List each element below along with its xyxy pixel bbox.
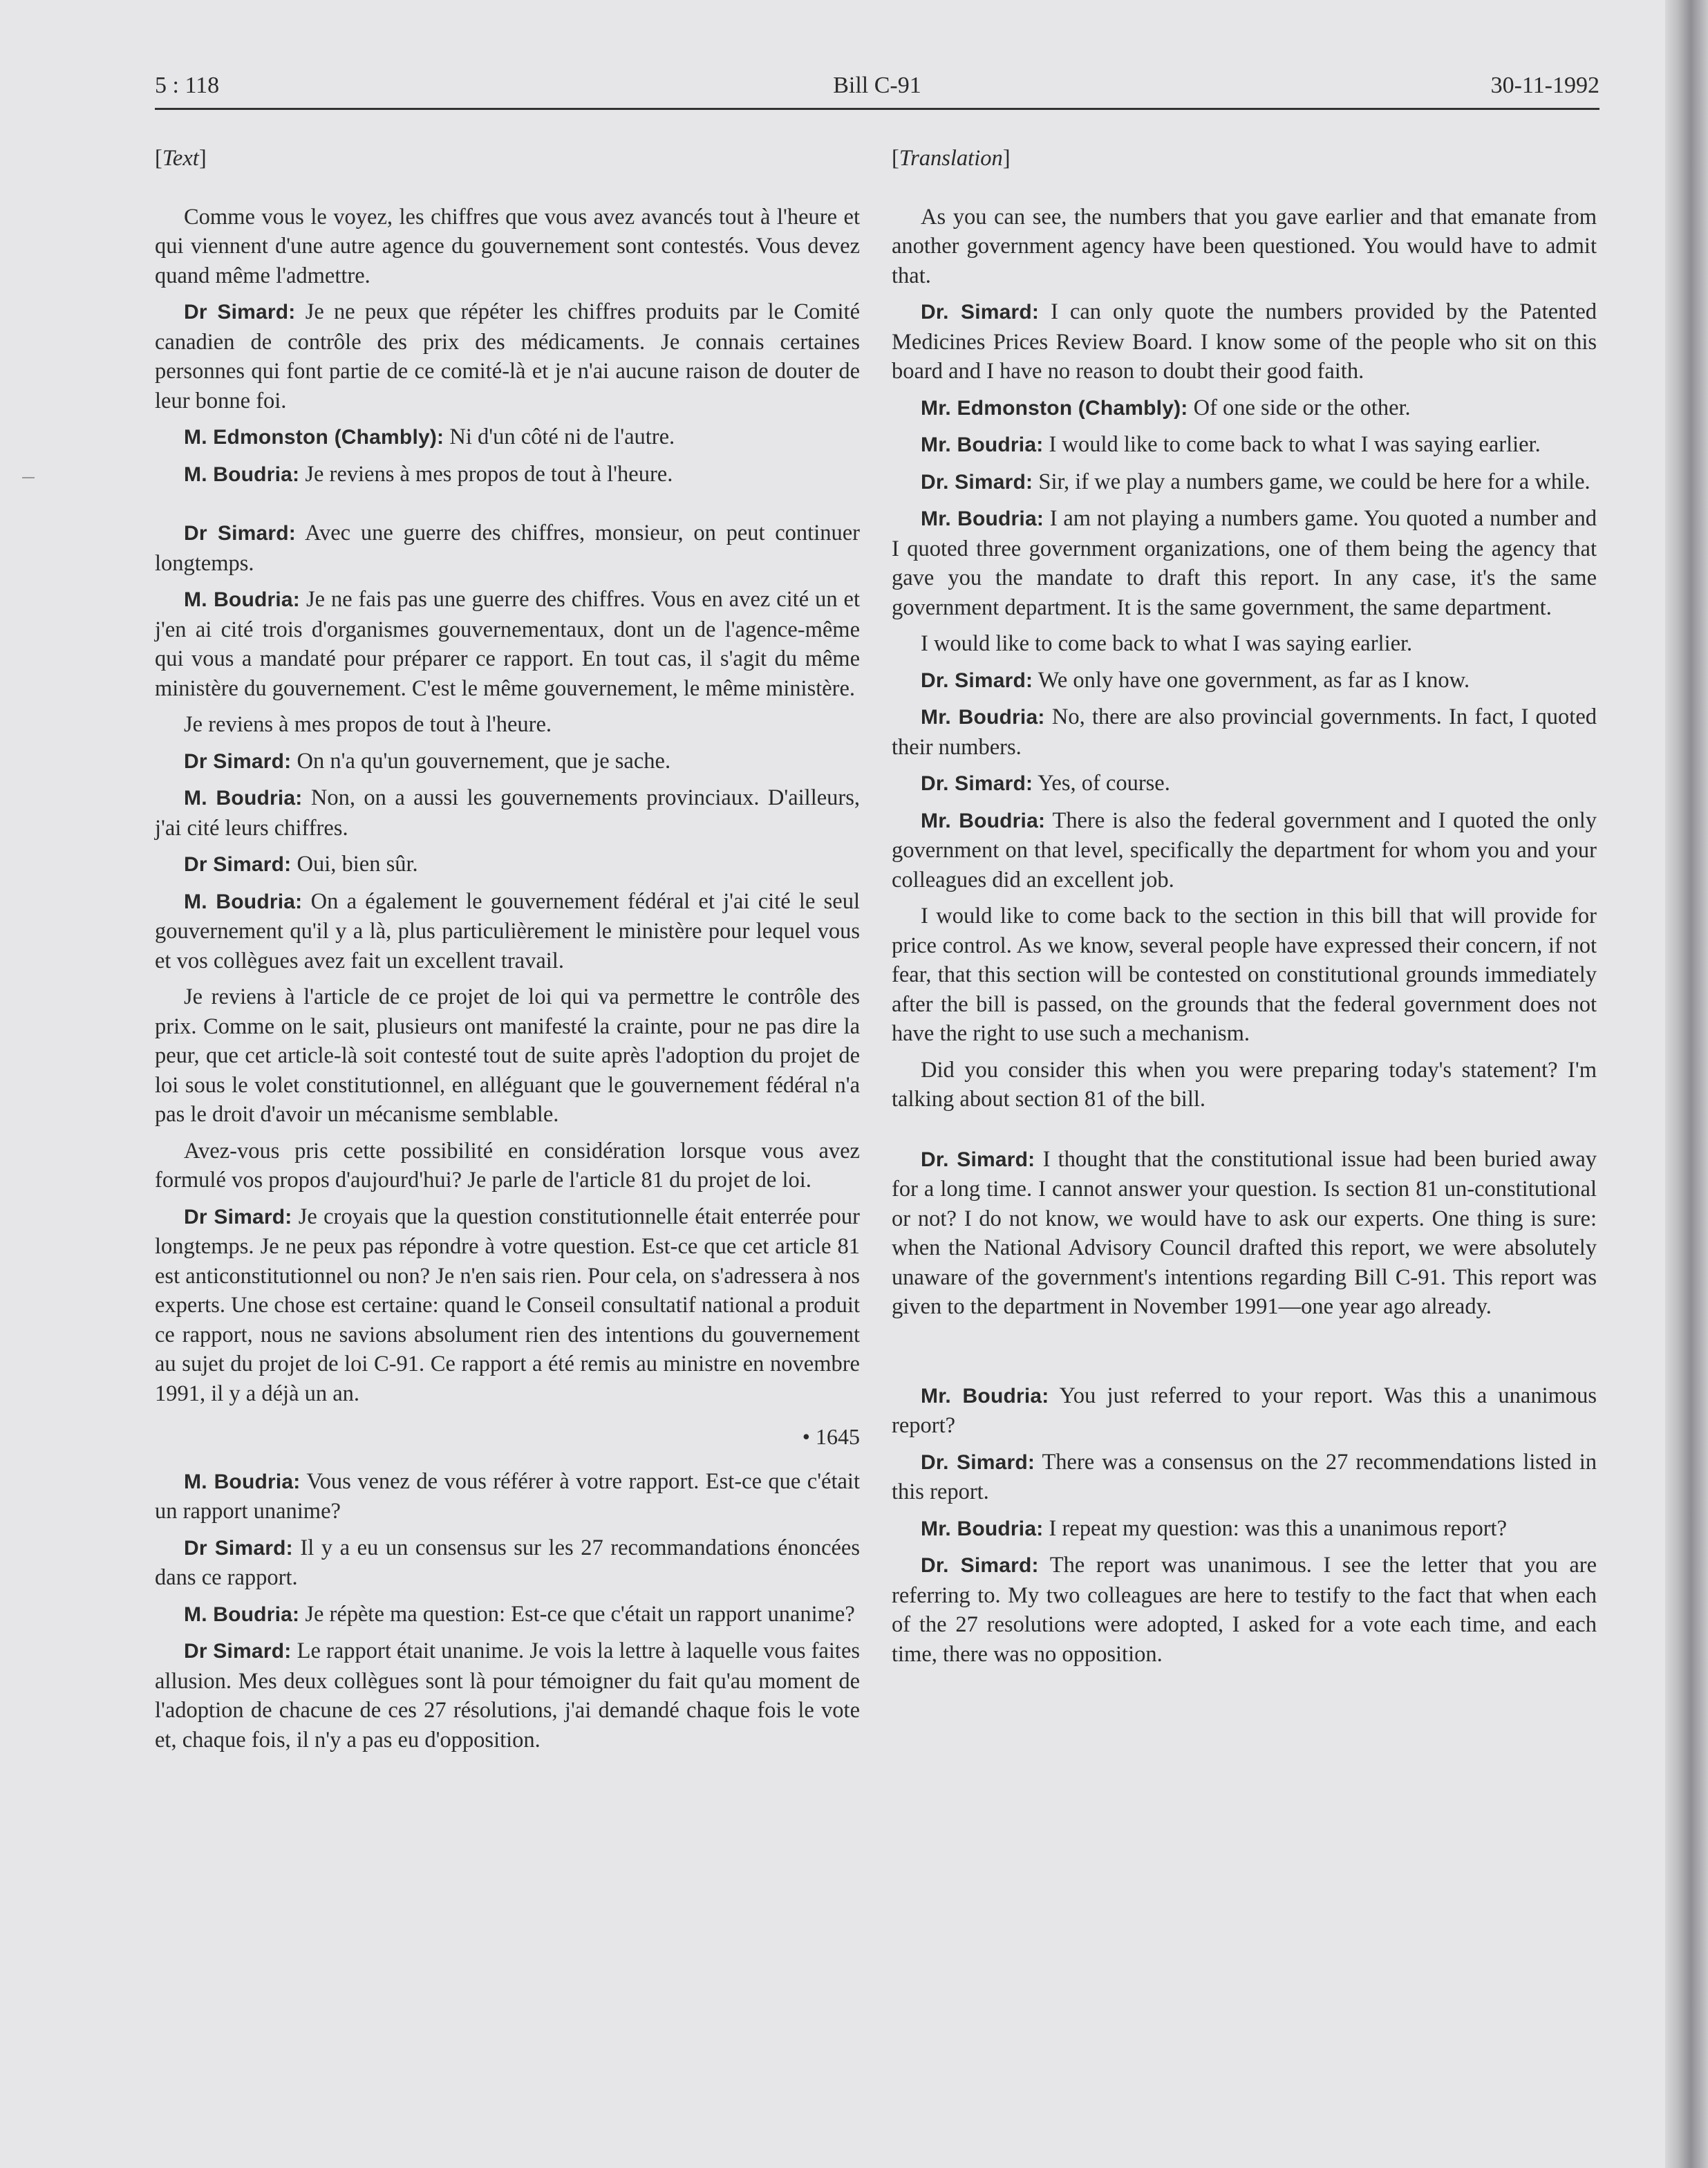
speaker-name: M. Boudria: bbox=[184, 890, 303, 913]
speaker-name: Dr Simard: bbox=[184, 749, 292, 773]
paragraph: Dr Simard: Avec une guerre des chiffres, monsieur, on peut continuer longtemps. bbox=[155, 521, 860, 576]
speaker-name: M. Boudria: bbox=[184, 462, 300, 486]
paragraph: Dr. Simard: The report was unanimous. I see the letter that you are referring to. My two colleagues are here to testify to the fact that when each of the 27 resolutions were adopted, I asked for a vote each time, and each time, there was no opposition. bbox=[892, 1553, 1597, 1667]
paragraph: I would like to come back to the section in this bill that will provide for price control. As we know, several people have expressed their concern, if not fear, that this section will be contested on constitutional grounds immediately after the bill is passed, on the grounds that the federal government does not have the right to use such a mechanism. bbox=[892, 904, 1597, 1046]
speaker-name: Dr Simard: bbox=[184, 1205, 292, 1228]
speaker-name: Dr. Simard: bbox=[921, 1554, 1039, 1577]
paragraph: Dr Simard: On n'a qu'un gouvernement, que je sache. bbox=[184, 748, 671, 774]
speaker-name: Dr. Simard: bbox=[921, 1450, 1035, 1474]
margin-mark bbox=[22, 477, 35, 478]
paragraph: Mr. Boudria: You just referred to your report. Was this a unanimous report? bbox=[892, 1383, 1597, 1438]
paragraph: Dr Simard: Oui, bien sûr. bbox=[184, 852, 418, 877]
english-column bbox=[892, 144, 1597, 1676]
page-date: 30-11-1992 bbox=[1490, 73, 1599, 98]
paragraph: M. Boudria: On a également le gouvernement fédéral et j'ai cité le seul gouvernement qu'il y a là, plus particulièrement le ministère pour lequel vous et vos collègues avez fait un excellent travail. bbox=[155, 888, 860, 973]
bill-title: Bill C-91 bbox=[833, 73, 921, 98]
speaker-name: Mr. Boudria: bbox=[921, 1517, 1044, 1540]
speaker-name: Mr. Boudria: bbox=[921, 706, 1045, 729]
speaker-name: Dr. Simard: bbox=[921, 772, 1033, 795]
speaker-name: M. Boudria: bbox=[184, 787, 303, 810]
page-number: 5 : 118 bbox=[155, 73, 220, 98]
paragraph: I would like to come back to what I was saying earlier. bbox=[921, 631, 1413, 656]
paragraph: Mr. Boudria: No, there are also provincial governments. In fact, I quoted their numbers. bbox=[892, 704, 1597, 760]
paragraph: Mr. Edmonston (Chambly): Of one side or the other. bbox=[921, 395, 1411, 420]
paragraph: Mr. Boudria: I repeat my question: was this a unanimous report? bbox=[921, 1515, 1508, 1541]
paragraph: Dr. Simard: Yes, of course. bbox=[921, 771, 1170, 796]
speaker-name: M. Boudria: bbox=[184, 1602, 300, 1626]
paragraph: Dr Simard: Le rapport était unanime. Je vois la lettre à laquelle vous faites allusion. Mes deux collègues sont là pour témoigner du fait qu'au moment de l'adoption de chacune de ces 27 résolutions, j'ai demandé chaque fois le vote et, chaque fois, il n'y a pas eu d'opposition. bbox=[155, 1638, 861, 1753]
paragraph: M. Boudria: Non, on a aussi les gouvernements provinciaux. D'ailleurs, j'ai cité leurs chiffres. bbox=[155, 785, 860, 841]
speaker-name: Dr. Simard: bbox=[921, 1148, 1035, 1171]
speaker-name: Mr. Boudria: bbox=[921, 809, 1046, 832]
paragraph: Dr. Simard: There was a consensus on the 27 recommendations listed in this report. bbox=[892, 1449, 1597, 1504]
paragraph: Dr. Simard: I can only quote the numbers provided by the Patented Medicines Prices Review Board. I know some of the people who sit on this board and I have no reason to doubt their good faith. bbox=[892, 299, 1597, 384]
speaker-name: Dr Simard: bbox=[184, 301, 296, 324]
speaker-name: Mr. Boudria: bbox=[921, 433, 1044, 456]
speaker-name: Mr. Boudria: bbox=[921, 1384, 1049, 1408]
speaker-name: Dr. Simard: bbox=[921, 669, 1033, 692]
page-header bbox=[155, 69, 1599, 110]
paragraph: Comme vous le voyez, les chiffres que vous avez avancés tout à l'heure et qui viennent d'une autre agence du gouvernement sont contestés. Vous devez quand même l'admettre. bbox=[155, 204, 860, 288]
paragraph: Je reviens à l'article de ce projet de loi qui va permettre le contrôle des prix. Comme on le sait, plusieurs ont manifesté la crainte, pour ne pas dire la peur, que cet article-là soit contesté tout de suite après l'adoption du projet de loi sous le volet constitutionnel, en alléguant que le gouvernement fédéral n'a pas le droit d'avoir un mécanisme semblable. bbox=[155, 984, 860, 1127]
speaker-name: Dr Simard: bbox=[184, 1640, 292, 1663]
section-label-text: [Text] bbox=[155, 146, 207, 171]
speaker-name: Dr Simard: bbox=[184, 853, 292, 876]
paragraph: M. Boudria: Je répète ma question: Est-ce que c'était un rapport unanime? bbox=[184, 1601, 855, 1627]
paragraph: Dr Simard: Il y a eu un consensus sur les 27 recommandations énoncées dans ce rapport. bbox=[155, 1535, 860, 1590]
speaker-name: Dr. Simard: bbox=[921, 470, 1033, 494]
speaker-name: Dr Simard: bbox=[184, 1536, 293, 1560]
paragraph: Mr. Boudria: I would like to come back to what I was saying earlier. bbox=[921, 432, 1541, 457]
paragraph: M. Boudria: Je ne fais pas une guerre des chiffres. Vous en avez cité un et j'en ai cité trois d'organismes gouvernementaux, dont un de l'agence-même qui vous a mandaté pour préparer ce rapport. En tout cas, il s'agit du même ministère du gouvernement. C'est le même gouvernement, le même ministère. bbox=[155, 587, 860, 701]
speaker-name: M. Boudria: bbox=[184, 1470, 301, 1493]
speaker-name: M. Edmonston (Chambly): bbox=[184, 426, 444, 449]
paragraph: As you can see, the numbers that you gave earlier and that emanate from another government agency have been questioned. You would have to admit that. bbox=[892, 204, 1597, 288]
speaker-name: Mr. Edmonston (Chambly): bbox=[921, 396, 1188, 420]
paragraph: M. Boudria: Vous venez de vous référer à votre rapport. Est-ce que c'était un rapport unanime? bbox=[155, 1468, 860, 1524]
paragraph: Je reviens à mes propos de tout à l'heure. bbox=[184, 712, 552, 737]
paragraph: Dr. Simard: We only have one government, as far as I know. bbox=[921, 667, 1470, 693]
speaker-name: Dr. Simard: bbox=[921, 301, 1040, 324]
paragraph: Dr Simard: Je ne peux que répéter les chiffres produits par le Comité canadien de contrôle des prix des médicaments. Je connais certaines personnes qui font partie de ce comité-là et je n'ai aucune raison de douter de leur bonne foi. bbox=[155, 299, 861, 413]
paragraph: Mr. Boudria: I am not playing a numbers game. You quoted a number and I quoted three government organizations, one of them being the agency that gave you the mandate to draft this report. In any case, it's the same government department. It is the same government, the same department. bbox=[892, 506, 1597, 620]
paragraph: Mr. Boudria: There is also the federal government and I quoted the only government on that level, specifically the department for whom you and your colleagues did an excellent job. bbox=[892, 807, 1597, 893]
paragraph: Avez-vous pris cette possibilité en considération lorsque vous avez formulé vos propos d'aujourd'hui? Je parle de l'article 81 du projet de loi. bbox=[155, 1138, 860, 1193]
page-binding-edge bbox=[1665, 0, 1708, 2168]
speaker-name: M. Boudria: bbox=[184, 588, 300, 611]
paragraph: Dr. Simard: I thought that the constitutional issue had been buried away for a long time. I cannot answer your question. Is section 81 un-constitutional or not? I do not know, we would have to ask our experts. One thing is sure: when the National Advisory Council drafted this report, we were absolutely unaware of the government's intentions regarding Bill C-91. This report was given to the department in November 1991—one year ago already. bbox=[892, 1146, 1597, 1319]
paragraph: Did you consider this when you were preparing today's statement? I'm talking about section 81 of the bill. bbox=[892, 1057, 1597, 1112]
paragraph: M. Boudria: Je reviens à mes propos de tout à l'heure. bbox=[184, 461, 673, 487]
speaker-name: Dr Simard: bbox=[184, 522, 296, 545]
french-column bbox=[155, 144, 860, 1762]
time-marker: • 1645 bbox=[802, 1424, 860, 1449]
paragraph: Dr. Simard: Sir, if we play a numbers game, we could be here for a while. bbox=[921, 469, 1590, 494]
speaker-name: Mr. Boudria: bbox=[921, 507, 1044, 530]
paragraph: Dr Simard: Je croyais que la question constitutionnelle était enterrée pour longtemps. Je ne peux pas répondre à votre question. Est-ce que cet article 81 est anticonstitutionnel ou non? Je n'en sais rien. Pour cela, on s'adressera à nos experts. Une chose est certaine: quand le Conseil consultatif national a produit ce rapport, nous ne savions absolument rien des intentions du gouvernement au sujet du projet de loi C-91. Ce rapport a été remis au ministre en novembre 1991, il y a déjà un an. bbox=[155, 1204, 861, 1406]
paragraph: M. Edmonston (Chambly): Ni d'un côté ni de l'autre. bbox=[184, 424, 675, 449]
section-label-translation: [Translation] bbox=[892, 146, 1011, 171]
